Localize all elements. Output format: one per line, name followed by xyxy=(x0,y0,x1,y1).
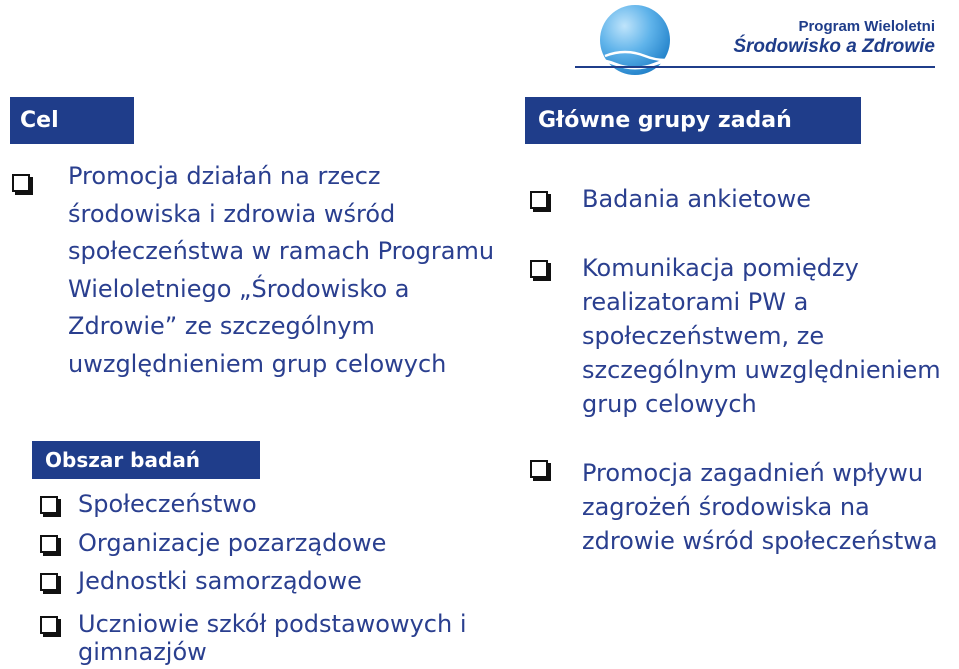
program-subtitle: Środowisko a Zdrowie xyxy=(733,36,935,57)
grupy-item xyxy=(582,251,941,421)
grupy-header: Główne grupy zadań xyxy=(525,97,861,144)
cel-line: uwzględnieniem grup celowych xyxy=(68,349,447,378)
cel-line: Wieloletniego „Środowisko a xyxy=(68,274,410,303)
checkbox-icon xyxy=(530,191,548,209)
obszar-header: Obszar badań xyxy=(32,441,260,479)
obszar-item-line: gimnazjów xyxy=(78,638,207,666)
checkbox-icon xyxy=(530,260,548,278)
grupy-item-line: społeczeństwem, ze xyxy=(582,322,825,350)
grupy-item-line: zagrożeń środowiska na xyxy=(582,493,870,521)
grupy-item xyxy=(582,182,811,216)
grupy-item-line: realizatorami PW a xyxy=(582,288,809,316)
grupy-item-line: Komunikacja pomiędzy xyxy=(582,254,859,282)
cel-text xyxy=(68,158,494,383)
checkbox-icon xyxy=(40,573,58,591)
obszar-item: Organizacje pozarządowe xyxy=(78,529,387,557)
checkbox-icon xyxy=(40,535,58,553)
grupy-item-line: szczególnym uwzględnieniem xyxy=(582,356,941,384)
grupy-item-line: grup celowych xyxy=(582,390,757,418)
cel-line: środowiska i zdrowia wśród xyxy=(68,199,396,228)
checkbox-icon xyxy=(12,174,30,192)
checkbox-icon xyxy=(40,496,58,514)
obszar-item xyxy=(78,610,467,666)
obszar-item-line: Uczniowie szkół podstawowych i xyxy=(78,610,467,638)
grupy-item xyxy=(582,456,938,558)
cel-line: Promocja działań na rzecz xyxy=(68,162,381,190)
program-title: Program Wieloletni xyxy=(798,18,935,35)
header-divider xyxy=(575,66,935,68)
cel-line: Zdrowie” ze szczególnym xyxy=(68,312,375,340)
checkbox-icon xyxy=(40,616,58,634)
obszar-item: Społeczeństwo xyxy=(78,490,257,518)
grupy-item-line: Badania ankietowe xyxy=(582,185,812,213)
obszar-item: Jednostki samorządowe xyxy=(78,567,362,595)
cel-header: Cel xyxy=(10,97,134,144)
checkbox-icon xyxy=(530,460,548,478)
grupy-item-line: zdrowie wśród społeczeństwa xyxy=(582,527,938,555)
grupy-item-line: Promocja zagadnień wpływu xyxy=(582,459,924,487)
cel-line: społeczeństwa w ramach Programu xyxy=(68,237,495,265)
